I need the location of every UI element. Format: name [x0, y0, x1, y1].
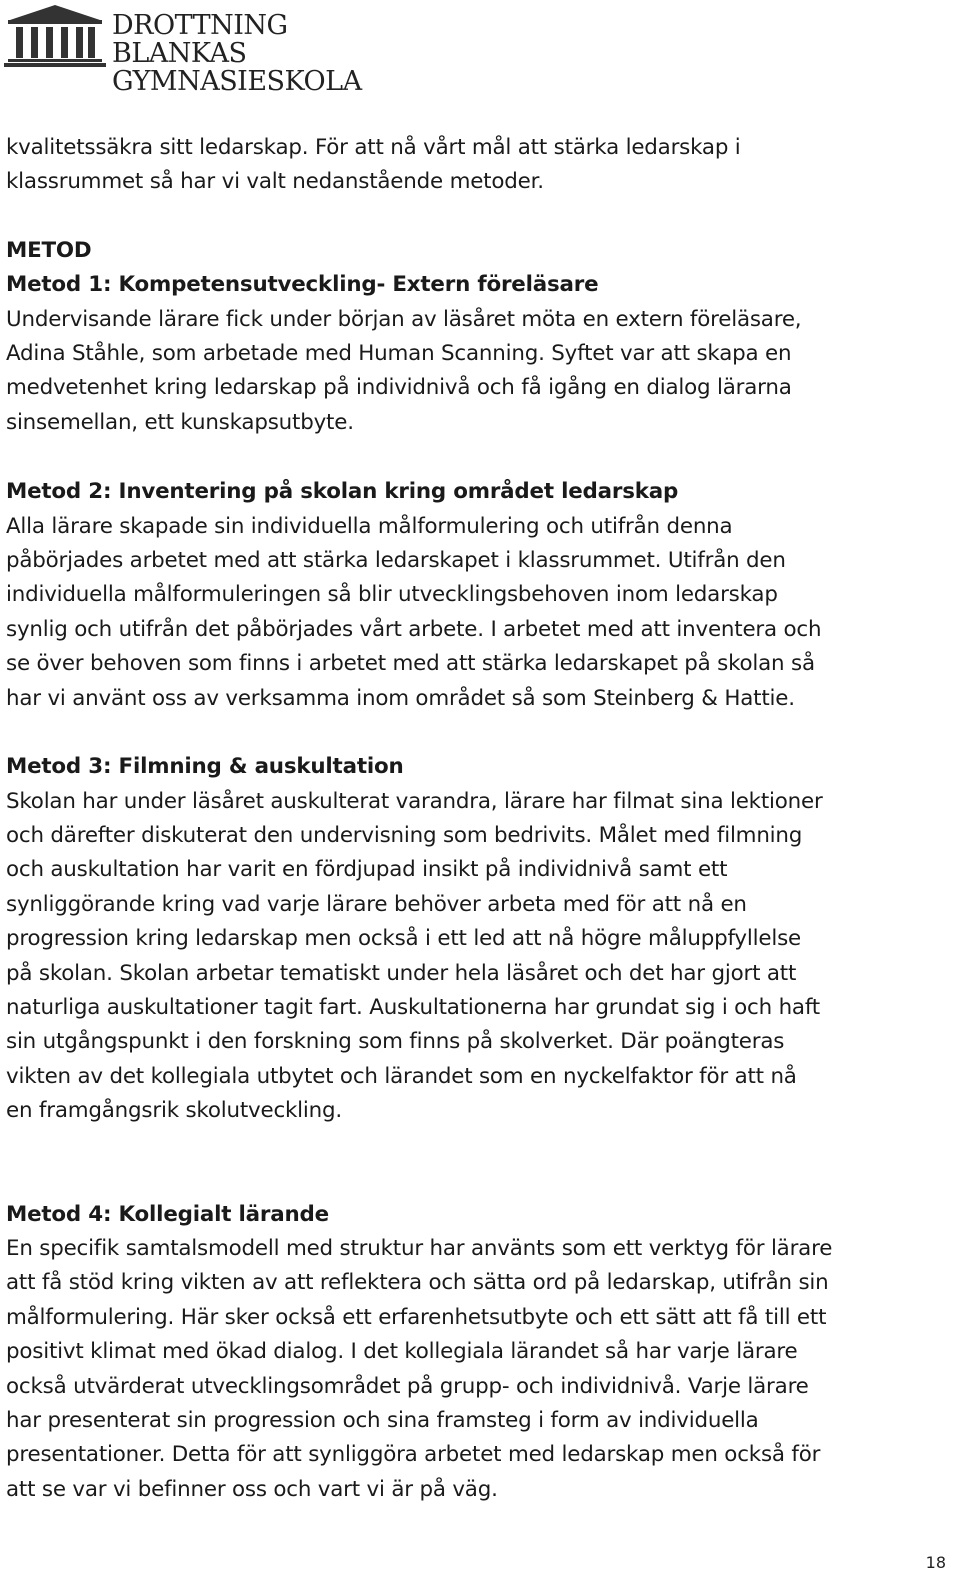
method-3-line: progression kring ledarskap men också i ett led att nå högre måluppfyllelse — [6, 926, 801, 952]
method-4-line: också utvärderat utvecklingsområdet på grupp- och individnivå. Varje lärare — [6, 1373, 809, 1399]
method-4-line: att få stöd kring vikten av att reflektera och sätta ord på ledarskap, utifrån sin — [6, 1270, 829, 1296]
method-3-line: och därefter diskuterat den undervisning som bedrivits. Målet med filmning — [6, 822, 803, 848]
method-3-line: synliggörande kring vad varje lärare behöver arbeta med för att nå en — [6, 891, 747, 917]
method-2-line: har vi använt oss av verksamma inom området så som Steinberg & Hattie. — [6, 685, 795, 711]
method-4-heading: Metod 4: Kollegialt lärande — [6, 1201, 329, 1227]
section-title: METOD — [6, 237, 92, 263]
document-body — [6, 131, 956, 1507]
method-2-line: påbörjades arbetet med att stärka ledarskapet i klassrummet. Utifrån den — [6, 548, 786, 574]
method-1-heading: Metod 1: Kompetensutveckling- Extern föreläsare — [6, 272, 599, 298]
intro-line: kvalitetssäkra sitt ledarskap. För att nå vårt mål att stärka ledarskap i — [6, 135, 741, 160]
method-1-line: medvetenhet kring ledarskap på individnivå och få igång en dialog lärarna — [6, 375, 792, 401]
method-2-line: synlig och utifrån det påbörjades vårt arbete. I arbetet med att inventera och — [6, 616, 822, 642]
method-2-heading: Metod 2: Inventering på skolan kring området ledarskap — [6, 479, 679, 505]
method-4-line: presentationer. Detta för att synliggöra arbetet med ledarskap men också för — [6, 1442, 821, 1468]
method-4-line: positivt klimat med ökad dialog. I det kollegiala lärandet så har varje lärare — [6, 1339, 798, 1365]
method-3-line: naturliga auskultationer tagit fart. Auskultationerna har grundat sig i och haft — [6, 994, 820, 1020]
school-name-line2: GYMNASIESKOLA — [112, 66, 362, 97]
method-1-line: sinsemellan, ett kunskapsutbyte. — [6, 409, 354, 435]
method-3-line: sin utgångspunkt i den forskning som finns på skolverket. Där poängteras — [6, 1029, 785, 1055]
school-name-line1: DROTTNING BLANKAS — [112, 10, 288, 69]
intro-line: klassrummet så har vi valt nedanstående metoder. — [6, 169, 544, 195]
method-3-line: Skolan har under läsåret auskulterat varandra, lärare har filmat sina lektioner — [6, 788, 823, 814]
method-3-line: vikten av det kollegiala utbytet och lärandet som en nyckelfaktor för att nå — [6, 1063, 797, 1089]
method-1-line: Adina Ståhle, som arbetade med Human Scanning. Syftet var att skapa en — [6, 341, 792, 367]
method-3-line: på skolan. Skolan arbetar tematiskt under hela läsåret och det har gjort att — [6, 960, 797, 986]
method-3-heading: Metod 3: Filmning & auskultation — [6, 754, 404, 780]
method-2-line: se över behoven som finns i arbetet med att stärka ledarskapet på skolan så — [6, 651, 815, 677]
page-header — [4, 2, 424, 97]
method-4-line: målformulering. Här sker också ett erfarenhetsutbyte och ett sätt att få till ett — [6, 1304, 827, 1330]
method-2-line: Alla lärare skapade sin individuella målformulering och utifrån denna — [6, 513, 733, 539]
school-name — [112, 12, 424, 96]
method-1-line: Undervisande lärare fick under början av läsåret möta en extern föreläsare, — [6, 306, 802, 332]
method-4-line: En specifik samtalsmodell med struktur har använts som ett verktyg för lärare — [6, 1235, 833, 1261]
page-number: 18 — [925, 1553, 946, 1572]
school-logo-icon — [4, 2, 106, 68]
method-3-line: en framgångsrik skolutveckling. — [6, 1098, 343, 1124]
method-4-line: har presenterat sin progression och sina framsteg i form av individuella — [6, 1408, 759, 1433]
method-2-line: individuella målformuleringen så blir utvecklingsbehoven inom ledarskap — [6, 582, 778, 608]
method-3-line: och auskultation har varit en fördjupad insikt på individnivå samt ett — [6, 857, 728, 883]
method-4-line: att se var vi befinner oss och vart vi är på väg. — [6, 1476, 498, 1502]
